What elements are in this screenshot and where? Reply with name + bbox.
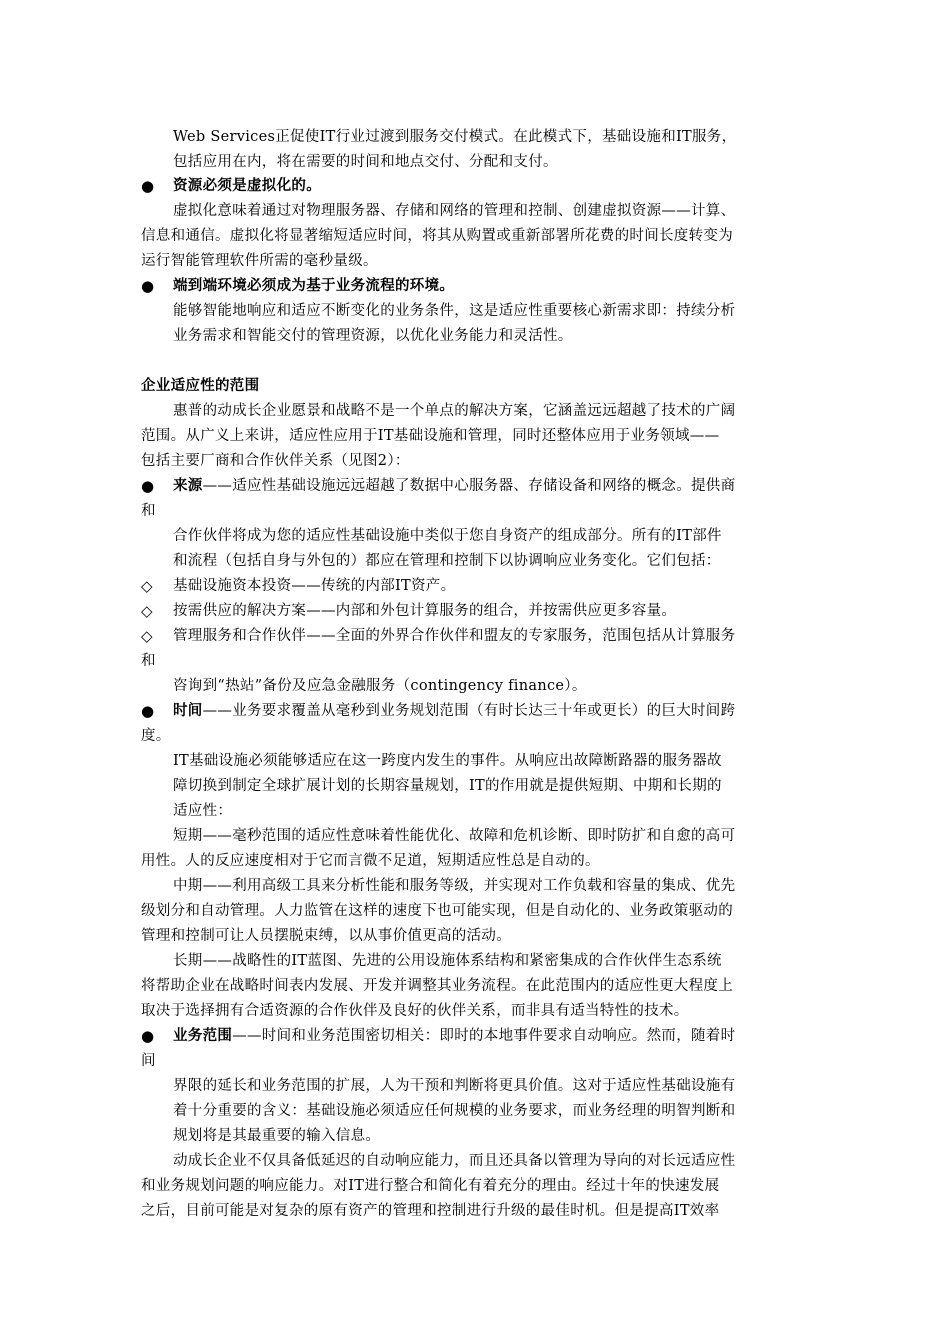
bullet-text: ——适应性基础设施远远超越了数据中心服务器、存储设备和网络的概念。提供商 — [202, 478, 736, 494]
paragraph-line: 界限的延长和业务范围的扩展，人为干预和判断将更具价值。这对于适应性基础设施有 — [173, 1078, 736, 1094]
paragraph-line: 咨询到“热站”备份及应急金融服务（contingency finance）。 — [173, 678, 587, 694]
paragraph-line: 包括主要厂商和合作伙伴关系（见图2）： — [141, 453, 410, 469]
bullet-heading: 端到端环境必须成为基于业务流程的环境。 — [173, 277, 455, 294]
paragraph-line: 间 — [141, 1053, 156, 1069]
paragraph-line: 运行智能管理软件所需的毫秒量级。 — [141, 253, 378, 269]
paragraph-line: 和流程（包括自身与外包的）都应在管理和控制下以协调响应业务变化。它们包括： — [173, 553, 721, 569]
bullet-diamond-icon: ◇ — [141, 627, 153, 645]
bullet-lead: 来源 — [173, 477, 203, 494]
paragraph-line: 包括应用在内，将在需要的时间和地点交付、分配和支付。 — [173, 154, 558, 170]
bullet-text: ——业务要求覆盖从毫秒到业务规划范围（有时长达三十年或更长）的巨大时间跨 — [202, 703, 736, 719]
paragraph-line: IT基础设施必须能够适应在这一跨度内发生的事件。从响应出故障断路器的服务器故 — [173, 753, 722, 769]
paragraph-line: 虚拟化意味着通过对物理服务器、存储和网络的管理和控制、创建虚拟资源——计算、 — [173, 203, 736, 219]
paragraph-line: 能够智能地响应和适应不断变化的业务条件，这是适应性重要核心新需求即：持续分析 — [173, 303, 736, 319]
bullet-line — [173, 1026, 735, 1046]
paragraph-line: 中期——利用高级工具来分析性能和服务等级，并实现对工作负载和容量的集成、优先 — [173, 878, 736, 894]
paragraph-line: 障切换到制定全球扩展计划的长期容量规划，IT的作用就是提供短期、中期和长期的 — [173, 778, 722, 794]
paragraph-line: 规划将是其最重要的输入信息。 — [173, 1128, 381, 1144]
bullet-heading: 资源必须是虚拟化的。 — [173, 177, 321, 194]
paragraph-line: 范围。从广义上来讲，适应性应用于IT基础设施和管理，同时还整体应用于业务领域—— — [141, 428, 720, 444]
bullet-dot-icon: ● — [141, 177, 155, 195]
paragraph-line: 和 — [141, 653, 156, 669]
subbullet-line: 管理服务和合作伙伴——全面的外界合作伙伴和盟友的专家服务，范围包括从计算服务 — [173, 628, 736, 644]
paragraph-line: 级划分和自动管理。人力监管在这样的速度下也可能实现，但是自动化的、业务政策驱动的 — [141, 903, 733, 919]
paragraph-line: 惠普的动成长企业愿景和战略不是一个单点的解决方案，它涵盖远远超越了技术的广阔 — [173, 403, 736, 419]
bullet-dot-icon: ● — [141, 702, 155, 720]
paragraph-line: 业务需求和智能交付的管理资源，以优化业务能力和灵活性。 — [173, 328, 573, 344]
section-heading: 企业适应性的范围 — [141, 377, 260, 394]
paragraph-line: 动成长企业不仅具备低延迟的自动响应能力，而且还具备以管理为导向的对长远适应性 — [173, 1153, 736, 1169]
subbullet-line: 基础设施资本投资——传统的内部IT资产。 — [173, 578, 456, 594]
bullet-line — [173, 701, 735, 721]
paragraph-line: 短期——毫秒范围的适应性意味着性能优化、故障和危机诊断、即时防扩和自愈的高可 — [173, 828, 736, 844]
paragraph-line: 管理和控制可让人员摆脱束缚，以从事价值更高的活动。 — [141, 928, 511, 944]
paragraph-line: 和 — [141, 503, 156, 519]
paragraph-line: 着十分重要的含义：基础设施必须适应任何规模的业务要求，而业务经理的明智判断和 — [173, 1103, 736, 1119]
paragraph-line: 合作伙伴将成为您的适应性基础设施中类似于您自身资产的组成部分。所有的IT部件 — [173, 528, 722, 544]
paragraph-line: 之后，目前可能是对复杂的原有资产的管理和控制进行升级的最佳时机。但是提高IT效率 — [141, 1203, 720, 1219]
paragraph-line: 用性。人的反应速度相对于它而言微不足道，短期适应性总是自动的。 — [141, 853, 600, 869]
paragraph-line: 信息和通信。虚拟化将显著缩短适应时间，将其从购置或重新部署所花费的时间长度转变为 — [141, 228, 733, 244]
bullet-lead: 时间 — [173, 702, 203, 719]
paragraph-line: 和业务规划问题的响应能力。对IT进行整合和简化有着充分的理由。经过十年的快速发展 — [141, 1178, 720, 1194]
paragraph-line: 适应性： — [173, 803, 233, 819]
paragraph-line: 取决于选择拥有合适资源的合作伙伴及良好的伙伴关系，而非具有适当特性的技术。 — [141, 1003, 689, 1019]
bullet-diamond-icon: ◇ — [141, 602, 153, 620]
paragraph-line: 将帮助企业在战略时间表内发展、开发并调整其业务流程。在此范围内的适应性更大程度上 — [141, 978, 733, 994]
paragraph-line: Web Services正促使IT行业过渡到服务交付模式。在此模式下，基础设施和IT服务， — [173, 129, 737, 145]
bullet-line — [173, 476, 735, 496]
bullet-text: ——时间和业务范围密切相关：即时的本地事件要求自动响应。然而，随着时 — [232, 1028, 736, 1044]
bullet-dot-icon: ● — [141, 1027, 155, 1045]
paragraph-line: 长期——战略性的IT蓝图、先进的公用设施体系结构和紧密集成的合作伙伴生态系统 — [173, 953, 722, 969]
bullet-dot-icon: ● — [141, 277, 155, 295]
bullet-diamond-icon: ◇ — [141, 577, 153, 595]
subbullet-line: 按需供应的解决方案——内部和外包计算服务的组合，并按需供应更多容量。 — [173, 603, 677, 619]
bullet-lead: 业务范围 — [173, 1027, 233, 1044]
paragraph-line: 度。 — [141, 728, 171, 744]
bullet-dot-icon: ● — [141, 477, 155, 495]
